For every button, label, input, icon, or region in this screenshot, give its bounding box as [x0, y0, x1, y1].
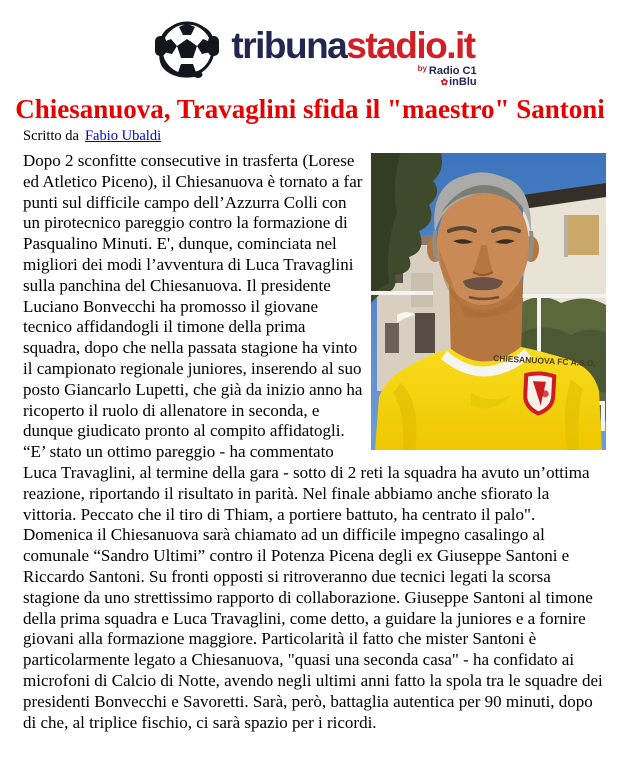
byline-prefix: Scritto da: [23, 128, 79, 144]
article-paragraph-2: “E’ stato un ottimo pareggio - ha commentato Luca Travaglini, al termine della gara - sotto di 2 reti la squadra ha avuto un’ottima reazione, riportando il risultato in parità. Nel finale abbiamo anche sfiorato la vittoria. Peccato che il tiro di Thiam, a portiere battuto, ha centrato il palo".: [23, 442, 590, 524]
logo-sub-inblu: inBlu: [449, 76, 477, 88]
author-link[interactable]: Fabio Ubaldi: [84, 128, 162, 144]
logo-text-stadio: stadio.it: [346, 25, 475, 66]
jersey-text: CHIESANUOVA FC A.S.D.: [492, 353, 596, 369]
logo-sub-radio: Radio C1: [428, 65, 477, 77]
article-body: [0, 151, 620, 733]
radio-wave-icon: ✿: [440, 77, 449, 87]
coach-portrait-photo: [371, 153, 606, 450]
masthead: [0, 0, 620, 88]
jersey-crest-icon: [524, 373, 554, 414]
logo-text-tribuna: tribuna: [231, 25, 347, 66]
logo-subtitle: [418, 63, 477, 88]
page-title: Chiesanuova, Travaglini sfida il "maestro" Santoni: [15, 94, 605, 124]
site-logo[interactable]: [145, 8, 477, 88]
soccer-ball-headphones-icon: [145, 8, 229, 84]
byline: [23, 128, 620, 145]
article-paragraph-3: Domenica il Chiesanuova sarà chiamato ad un difficile impegno casalingo al comunale “Sandro Ultimi” contro il Potenza Picena degli ex Giuseppe Santoni e Riccardo Santoni. Su fronti opposti si ritroveranno due tecnici legati la scorsa stagione da uno strettissimo rapporto di collaborazione. Giuseppe Santoni al timone della prima squadra e Luca Travaglini, come detto, a guidare la juniores e a fornire giovani alla formazione maggiore. Particolarità il fatto che mister Santoni è particolarmente legato a Chiesanuova, "quasi una seconda casa" - ha confidato ai microfoni di Calcio di Notte, avendo negli ultimi anni fatto la spola tra le squadre dei presidenti Bonvecchi e Savoretti. Sarà, però, battaglia autentica per 90 minuti, dopo di che, al triplice fischio, ci sarà spazio per i ricordi.: [23, 525, 603, 732]
logo-sub-by: by: [417, 64, 427, 73]
article-paragraph-1: Dopo 2 sconfitte consecutive in trasferta (Lorese ed Atletico Piceno), il Chiesanuova è tornato a far punti sul difficile campo dell’Azzurra Colli con un pirotecnico pareggio contro la formazione di Pasqualino Minuti. E', dunque, cominciata nel migliori dei modi l’avventura di Luca Travaglini sulla panchina del Chiesanuova. Il presidente Luciano Bonvecchi ha promosso il giovane tecnico affidandogli il timone della prima squadra, dopo che nella passata stagione ha vinto il campionato regionale juniores, inserendo al suo posto Giancarlo Lupetti, che già da inizio anno ha ricoperto il ruolo di allenatore in seconda, e dunque giudicato pronto al compito affidatogli.: [23, 151, 363, 441]
